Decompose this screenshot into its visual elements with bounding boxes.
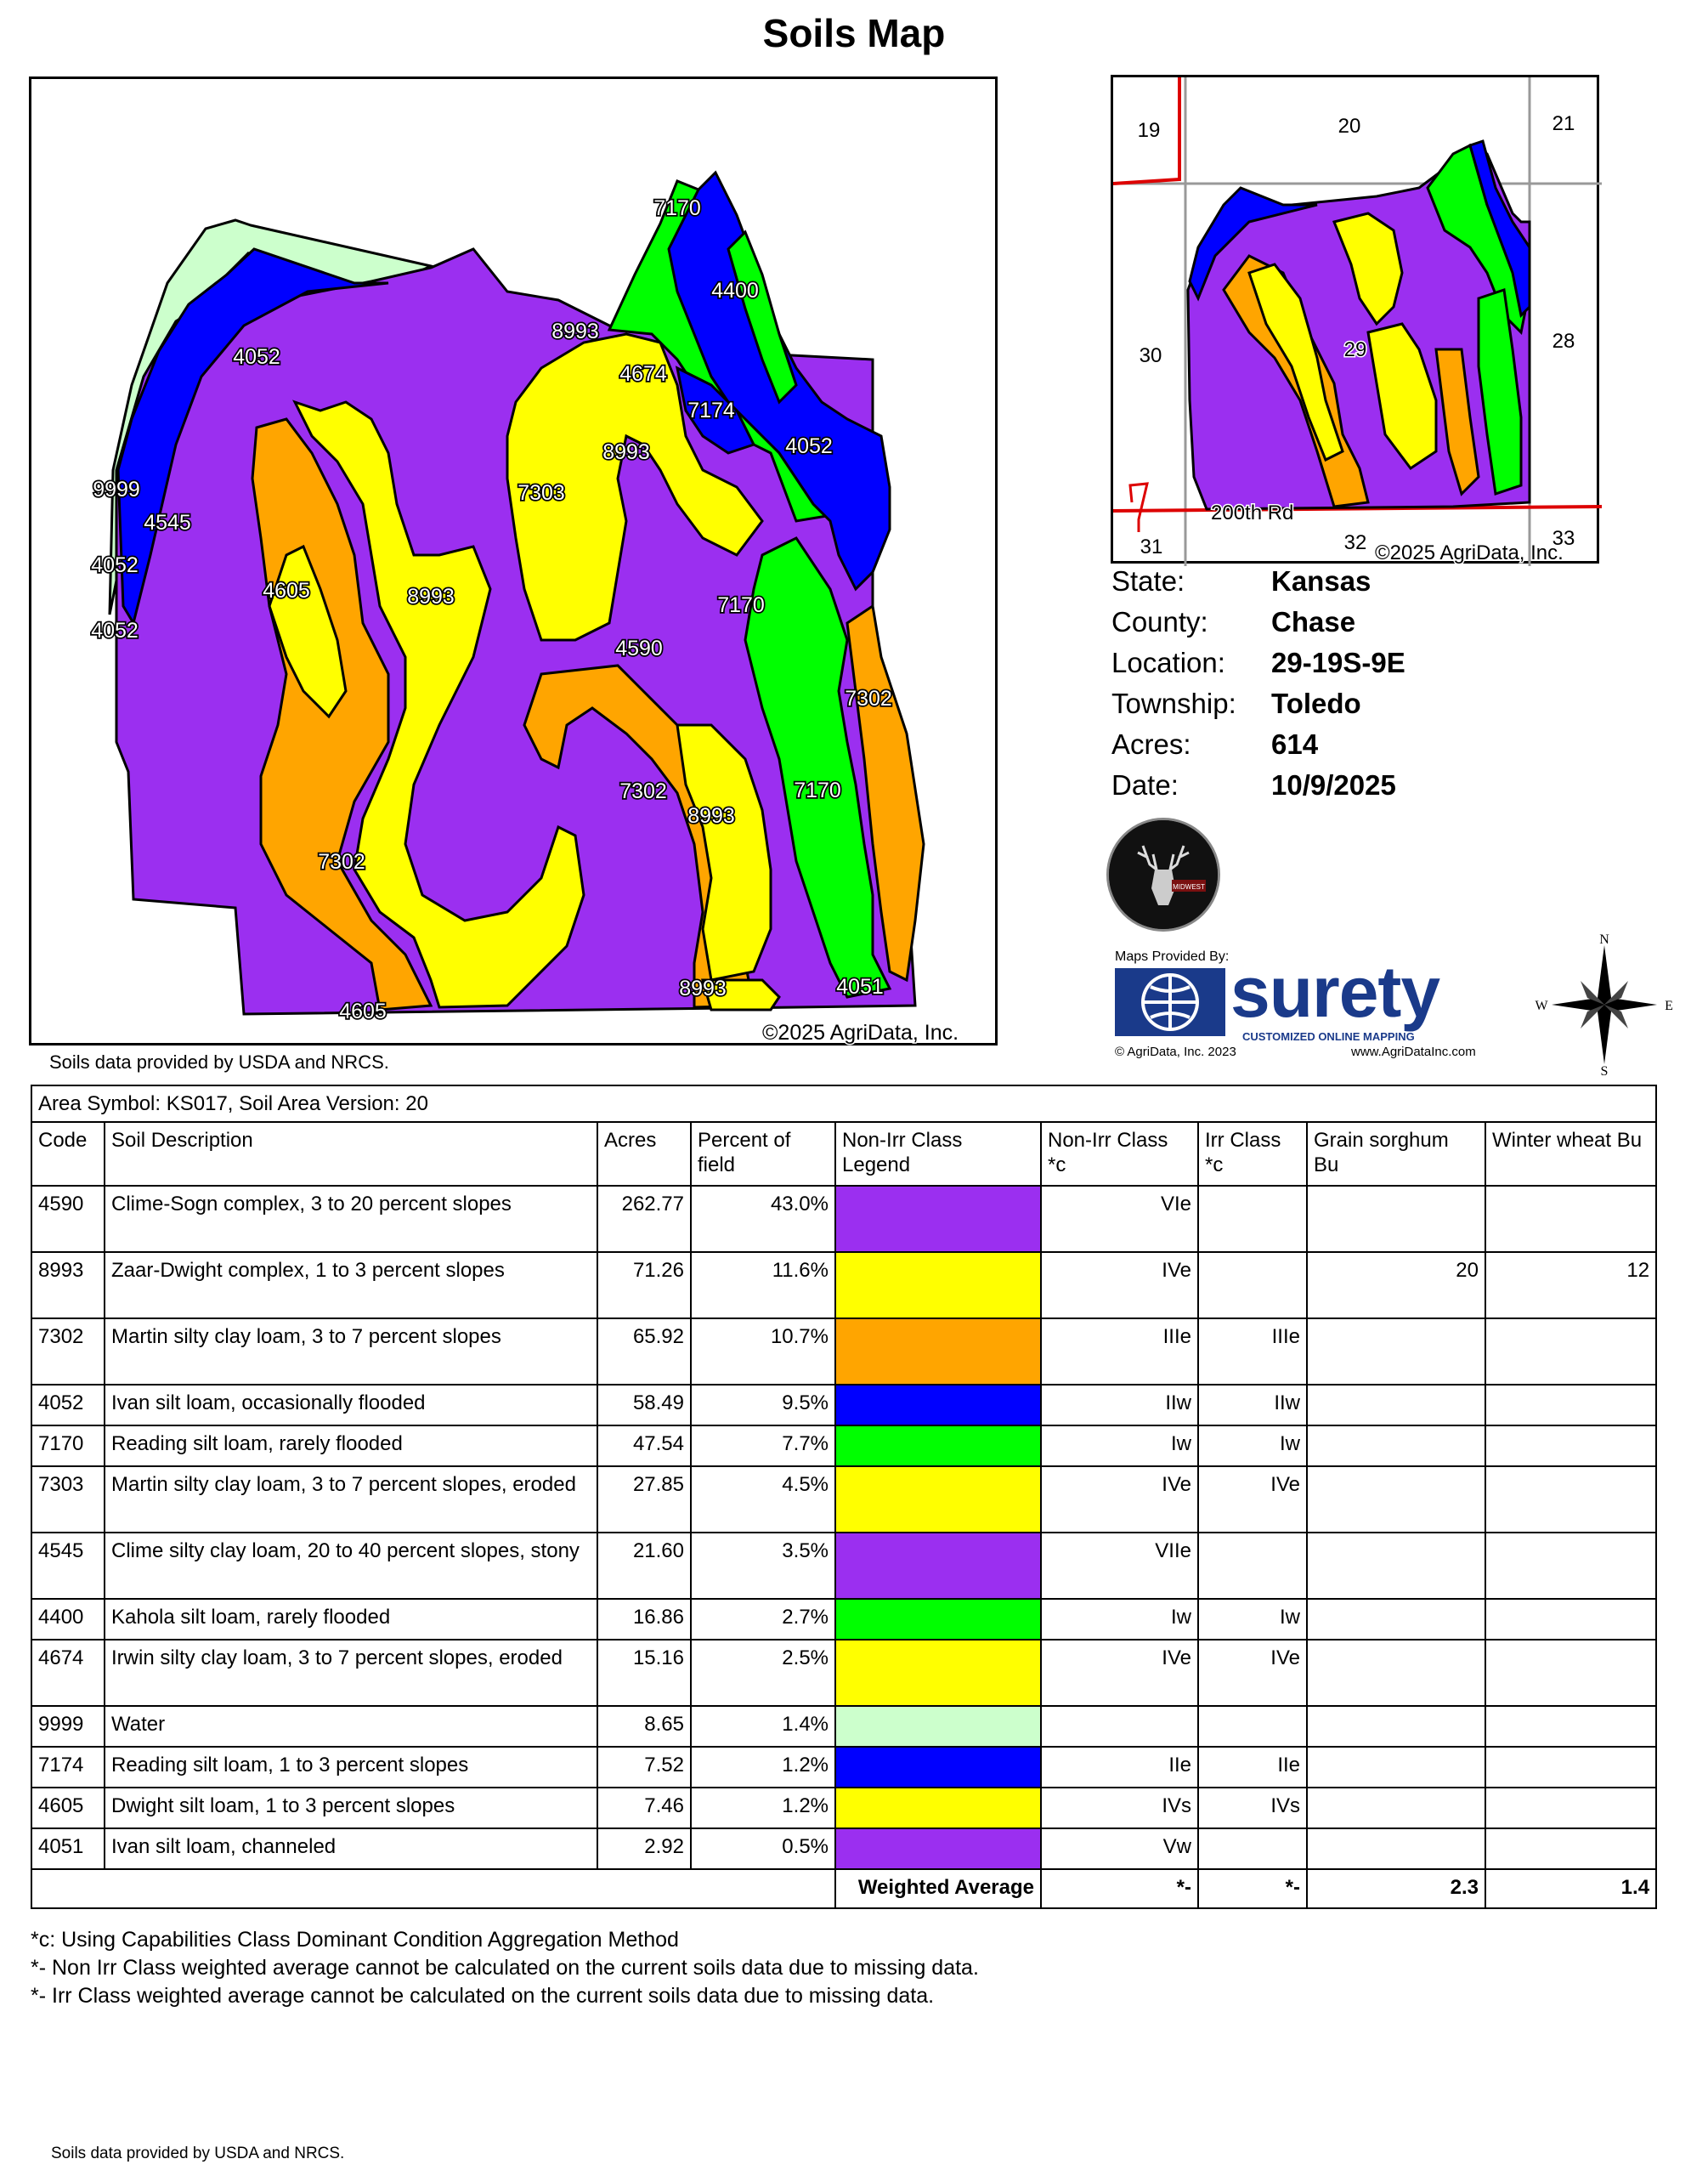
table-row bbox=[31, 1425, 1656, 1466]
irr-class-cell: Iw bbox=[1198, 1425, 1307, 1466]
weighted-nonirr: *- bbox=[1041, 1869, 1198, 1908]
acres-cell: 7.52 bbox=[597, 1747, 691, 1788]
irr-class-cell bbox=[1198, 1252, 1307, 1318]
irr-class-cell: IIIe bbox=[1198, 1318, 1307, 1385]
map-copyright: ©2025 AgriData, Inc. bbox=[762, 1021, 959, 1045]
description-cell: Reading silt loam, rarely flooded bbox=[105, 1425, 597, 1466]
surety-wordmark: surety bbox=[1230, 952, 1440, 1032]
column-header: Non-Irr Class *c bbox=[1041, 1122, 1198, 1186]
wheat-cell bbox=[1485, 1385, 1656, 1425]
footnotes bbox=[31, 1926, 979, 2010]
table-row bbox=[31, 1533, 1656, 1599]
wheat-cell bbox=[1485, 1788, 1656, 1828]
irr-class-cell: IIw bbox=[1198, 1385, 1307, 1425]
legend-swatch bbox=[835, 1828, 1041, 1869]
legend-swatch bbox=[835, 1466, 1041, 1533]
soil-label: 4052 bbox=[233, 345, 280, 369]
wheat-cell bbox=[1485, 1533, 1656, 1599]
nonirr-class-cell: IIw bbox=[1041, 1385, 1198, 1425]
wheat-cell bbox=[1485, 1828, 1656, 1869]
description-cell: Reading silt loam, 1 to 3 percent slopes bbox=[105, 1747, 597, 1788]
code-cell: 7302 bbox=[31, 1318, 105, 1385]
wheat-cell bbox=[1485, 1466, 1656, 1533]
code-cell: 8993 bbox=[31, 1252, 105, 1318]
percent-cell: 2.5% bbox=[691, 1640, 835, 1706]
footnote: *- Irr Class weighted average cannot be calculated on the current soils data due to missing data. bbox=[31, 1984, 935, 2008]
table-row bbox=[31, 1706, 1656, 1747]
code-cell: 7174 bbox=[31, 1747, 105, 1788]
percent-cell: 0.5% bbox=[691, 1828, 835, 1869]
wheat-cell bbox=[1485, 1640, 1656, 1706]
percent-cell: 1.2% bbox=[691, 1788, 835, 1828]
sorghum-cell bbox=[1307, 1385, 1485, 1425]
info-key: Date: bbox=[1111, 769, 1179, 801]
code-cell: 4605 bbox=[31, 1788, 105, 1828]
acres-cell: 21.60 bbox=[597, 1533, 691, 1599]
section-number: 29 bbox=[1343, 338, 1367, 361]
percent-cell: 9.5% bbox=[691, 1385, 835, 1425]
column-header: Irr Class *c bbox=[1198, 1122, 1307, 1186]
acres-cell: 65.92 bbox=[597, 1318, 691, 1385]
sorghum-cell bbox=[1307, 1828, 1485, 1869]
sorghum-cell bbox=[1307, 1186, 1485, 1252]
nonirr-class-cell: IVe bbox=[1041, 1466, 1198, 1533]
sorghum-cell bbox=[1307, 1788, 1485, 1828]
irr-class-cell bbox=[1198, 1828, 1307, 1869]
description-cell: Ivan silt loam, channeled bbox=[105, 1828, 597, 1869]
table-row bbox=[31, 1466, 1656, 1533]
maps-provided-by: Maps Provided By: bbox=[1115, 949, 1230, 964]
sorghum-cell bbox=[1307, 1706, 1485, 1747]
info-value: Kansas bbox=[1271, 565, 1371, 597]
soil-label: 4605 bbox=[339, 1000, 387, 1023]
nonirr-class-cell: IIe bbox=[1041, 1747, 1198, 1788]
percent-cell: 4.5% bbox=[691, 1466, 835, 1533]
soil-label: 7302 bbox=[845, 687, 892, 711]
wheat-cell bbox=[1485, 1425, 1656, 1466]
description-cell: Clime silty clay loam, 20 to 40 percent slopes, stony bbox=[105, 1533, 597, 1599]
weighted-sorghum: 2.3 bbox=[1307, 1869, 1485, 1908]
description-cell: Martin silty clay loam, 3 to 7 percent slopes bbox=[105, 1318, 597, 1385]
legend-swatch bbox=[835, 1252, 1041, 1318]
description-cell: Martin silty clay loam, 3 to 7 percent slopes, eroded bbox=[105, 1466, 597, 1533]
legend-swatch bbox=[835, 1385, 1041, 1425]
club-logo bbox=[1106, 818, 1220, 932]
nonirr-class-cell: Vw bbox=[1041, 1828, 1198, 1869]
nonirr-class-cell: IVs bbox=[1041, 1788, 1198, 1828]
nonirr-class-cell: IVe bbox=[1041, 1252, 1198, 1318]
soil-label: 4051 bbox=[836, 975, 884, 999]
info-row bbox=[1111, 606, 1621, 645]
legend-swatch bbox=[835, 1533, 1041, 1599]
legend-swatch bbox=[835, 1788, 1041, 1828]
info-value: Chase bbox=[1271, 606, 1356, 638]
footnote: *c: Using Capabilities Class Dominant Condition Aggregation Method bbox=[31, 1928, 679, 1952]
sorghum-cell bbox=[1307, 1425, 1485, 1466]
sorghum-cell bbox=[1307, 1466, 1485, 1533]
description-cell: Kahola silt loam, rarely flooded bbox=[105, 1599, 597, 1640]
percent-cell: 11.6% bbox=[691, 1252, 835, 1318]
info-value: 614 bbox=[1271, 728, 1319, 760]
percent-cell: 43.0% bbox=[691, 1186, 835, 1252]
legend-swatch bbox=[835, 1318, 1041, 1385]
surety-tagline: CUSTOMIZED ONLINE MAPPING bbox=[1242, 1030, 1415, 1043]
sorghum-cell bbox=[1307, 1599, 1485, 1640]
sorghum-cell bbox=[1307, 1318, 1485, 1385]
code-cell: 4674 bbox=[31, 1640, 105, 1706]
acres-cell: 27.85 bbox=[597, 1466, 691, 1533]
nonirr-class-cell: IVe bbox=[1041, 1640, 1198, 1706]
source-note-footer: Soils data provided by USDA and NRCS. bbox=[51, 2145, 345, 2162]
info-row bbox=[1111, 728, 1621, 768]
description-cell: Dwight silt loam, 1 to 3 percent slopes bbox=[105, 1788, 597, 1828]
area-symbol: Area Symbol: KS017, Soil Area Version: 20 bbox=[31, 1085, 1656, 1122]
wheat-cell: 12 bbox=[1485, 1252, 1656, 1318]
code-cell: 4400 bbox=[31, 1599, 105, 1640]
info-key: State: bbox=[1111, 565, 1185, 597]
info-value: 10/9/2025 bbox=[1271, 769, 1396, 801]
agridata-credit: © AgriData, Inc. 2023 bbox=[1115, 1045, 1236, 1059]
acres-cell: 47.54 bbox=[597, 1425, 691, 1466]
deer-icon bbox=[1109, 820, 1218, 929]
code-cell: 4052 bbox=[31, 1385, 105, 1425]
legend-swatch bbox=[835, 1706, 1041, 1747]
info-value: 29-19S-9E bbox=[1271, 647, 1405, 678]
column-header: Winter wheat Bu bbox=[1485, 1122, 1656, 1186]
section-number: 32 bbox=[1343, 531, 1367, 554]
nonirr-class-cell: Iw bbox=[1041, 1599, 1198, 1640]
irr-class-cell: Iw bbox=[1198, 1599, 1307, 1640]
description-cell: Water bbox=[105, 1706, 597, 1747]
percent-cell: 7.7% bbox=[691, 1425, 835, 1466]
irr-class-cell: IVs bbox=[1198, 1788, 1307, 1828]
irr-class-cell bbox=[1198, 1706, 1307, 1747]
agridata-website: www.AgriDataInc.com bbox=[1351, 1045, 1476, 1059]
column-header: Acres bbox=[597, 1122, 691, 1186]
info-key: Township: bbox=[1111, 688, 1236, 719]
code-cell: 9999 bbox=[31, 1706, 105, 1747]
soil-label: 8993 bbox=[679, 977, 727, 1000]
weighted-label: Weighted Average bbox=[835, 1869, 1041, 1908]
locator-map-canvas bbox=[1113, 77, 1602, 566]
code-cell: 7170 bbox=[31, 1425, 105, 1466]
column-header: Code bbox=[31, 1122, 105, 1186]
soil-label: 4674 bbox=[619, 362, 667, 386]
description-cell: Zaar-Dwight complex, 1 to 3 percent slopes bbox=[105, 1252, 597, 1318]
compass-rose-icon bbox=[1535, 932, 1673, 1079]
soil-label: 7170 bbox=[653, 196, 701, 220]
soil-label: 7170 bbox=[717, 593, 765, 617]
section-number: 31 bbox=[1140, 536, 1163, 558]
percent-cell: 3.5% bbox=[691, 1533, 835, 1599]
wheat-cell bbox=[1485, 1747, 1656, 1788]
description-cell: Ivan silt loam, occasionally flooded bbox=[105, 1385, 597, 1425]
soil-label: 7170 bbox=[794, 779, 841, 802]
table-row bbox=[31, 1788, 1656, 1828]
info-value: Toledo bbox=[1271, 688, 1361, 719]
soil-label: 9999 bbox=[93, 478, 140, 502]
nonirr-class-cell: VIIe bbox=[1041, 1533, 1198, 1599]
acres-cell: 71.26 bbox=[597, 1252, 691, 1318]
wheat-cell bbox=[1485, 1706, 1656, 1747]
table-row bbox=[31, 1252, 1656, 1318]
nonirr-class-cell bbox=[1041, 1706, 1198, 1747]
club-logo-text: MIDWEST bbox=[1173, 883, 1205, 891]
wheat-cell bbox=[1485, 1599, 1656, 1640]
surety-logo bbox=[1115, 949, 1514, 1068]
compass-n: N bbox=[1599, 932, 1609, 947]
section-number: 21 bbox=[1552, 112, 1575, 135]
table-row bbox=[31, 1747, 1656, 1788]
irr-class-cell bbox=[1198, 1186, 1307, 1252]
percent-cell: 1.2% bbox=[691, 1747, 835, 1788]
percent-cell: 10.7% bbox=[691, 1318, 835, 1385]
soil-label: 4400 bbox=[711, 279, 759, 303]
footnote: *- Non Irr Class weighted average cannot be calculated on the current soils data due to missing data. bbox=[31, 1956, 979, 1980]
source-note: Soils data provided by USDA and NRCS. bbox=[49, 1051, 389, 1073]
nonirr-class-cell: VIe bbox=[1041, 1186, 1198, 1252]
table-header bbox=[31, 1122, 1656, 1186]
legend-swatch bbox=[835, 1425, 1041, 1466]
legend-swatch bbox=[835, 1599, 1041, 1640]
weighted-wheat: 1.4 bbox=[1485, 1869, 1656, 1908]
acres-cell: 58.49 bbox=[597, 1385, 691, 1425]
compass-w: W bbox=[1535, 999, 1548, 1013]
info-key: Acres: bbox=[1111, 728, 1191, 760]
irr-class-cell: IVe bbox=[1198, 1466, 1307, 1533]
sorghum-cell bbox=[1307, 1640, 1485, 1706]
table-row bbox=[31, 1599, 1656, 1640]
soil-label: 4545 bbox=[144, 511, 191, 535]
acres-cell: 8.65 bbox=[597, 1706, 691, 1747]
soil-label: 8993 bbox=[551, 320, 599, 343]
soil-label: 8993 bbox=[687, 804, 735, 828]
irr-class-cell: IIe bbox=[1198, 1747, 1307, 1788]
soil-label: 7174 bbox=[687, 399, 735, 422]
soils-map-canvas bbox=[31, 79, 1000, 1048]
soil-label: 7303 bbox=[517, 481, 565, 505]
weighted-average-row bbox=[31, 1869, 1656, 1908]
locator-copyright: ©2025 AgriData, Inc. bbox=[1375, 541, 1564, 564]
irr-class-cell: IVe bbox=[1198, 1640, 1307, 1706]
page-title: Soils Map bbox=[762, 11, 946, 55]
acres-cell: 7.46 bbox=[597, 1788, 691, 1828]
info-row bbox=[1111, 688, 1621, 727]
road-label: 200th Rd bbox=[1211, 502, 1294, 524]
info-key: Location: bbox=[1111, 647, 1225, 678]
legend-swatch bbox=[835, 1747, 1041, 1788]
section-number: 33 bbox=[1552, 527, 1575, 550]
column-header: Non-Irr Class Legend bbox=[835, 1122, 1041, 1186]
column-header: Soil Description bbox=[105, 1122, 597, 1186]
code-cell: 7303 bbox=[31, 1466, 105, 1533]
column-header: Grain sorghum Bu bbox=[1307, 1122, 1485, 1186]
section-number: 30 bbox=[1139, 344, 1162, 367]
percent-cell: 1.4% bbox=[691, 1706, 835, 1747]
soil-label: 7302 bbox=[318, 850, 365, 874]
irr-class-cell bbox=[1198, 1533, 1307, 1599]
table-row bbox=[31, 1640, 1656, 1706]
compass-e: E bbox=[1665, 999, 1673, 1013]
description-cell: Clime-Sogn complex, 3 to 20 percent slopes bbox=[105, 1186, 597, 1252]
wheat-cell bbox=[1485, 1318, 1656, 1385]
soils-table bbox=[31, 1085, 1657, 1909]
section-number: 28 bbox=[1552, 330, 1575, 353]
acres-cell: 16.86 bbox=[597, 1599, 691, 1640]
soil-label: 8993 bbox=[407, 585, 455, 609]
soil-label: 4052 bbox=[91, 619, 139, 643]
sorghum-cell bbox=[1307, 1533, 1485, 1599]
legend-swatch bbox=[835, 1186, 1041, 1252]
section-number: 19 bbox=[1137, 119, 1161, 142]
table-row bbox=[31, 1186, 1656, 1252]
globe-icon bbox=[1115, 968, 1225, 1036]
soil-label: 4052 bbox=[91, 553, 139, 577]
info-row bbox=[1111, 647, 1621, 686]
nonirr-class-cell: IIIe bbox=[1041, 1318, 1198, 1385]
code-cell: 4590 bbox=[31, 1186, 105, 1252]
code-cell: 4545 bbox=[31, 1533, 105, 1599]
soils-map[interactable] bbox=[29, 76, 998, 1046]
sorghum-cell: 20 bbox=[1307, 1252, 1485, 1318]
percent-cell: 2.7% bbox=[691, 1599, 835, 1640]
wheat-cell bbox=[1485, 1186, 1656, 1252]
acres-cell: 262.77 bbox=[597, 1186, 691, 1252]
weighted-irr: *- bbox=[1198, 1869, 1307, 1908]
soil-label: 4052 bbox=[785, 434, 833, 458]
table-row bbox=[31, 1385, 1656, 1425]
acres-cell: 2.92 bbox=[597, 1828, 691, 1869]
info-key: County: bbox=[1111, 606, 1208, 638]
info-row bbox=[1111, 565, 1621, 604]
column-header: Percent of field bbox=[691, 1122, 835, 1186]
section-number: 20 bbox=[1338, 115, 1361, 138]
code-cell: 4051 bbox=[31, 1828, 105, 1869]
sorghum-cell bbox=[1307, 1747, 1485, 1788]
table-row bbox=[31, 1318, 1656, 1385]
acres-cell: 15.16 bbox=[597, 1640, 691, 1706]
soil-label: 4590 bbox=[615, 637, 663, 660]
legend-swatch bbox=[835, 1640, 1041, 1706]
table-row bbox=[31, 1828, 1656, 1869]
info-row bbox=[1111, 769, 1621, 808]
locator-map[interactable] bbox=[1111, 75, 1599, 564]
compass-s: S bbox=[1600, 1064, 1609, 1079]
nonirr-class-cell: Iw bbox=[1041, 1425, 1198, 1466]
description-cell: Irwin silty clay loam, 3 to 7 percent slopes, eroded bbox=[105, 1640, 597, 1706]
soil-label: 4605 bbox=[263, 579, 310, 603]
soil-label: 8993 bbox=[602, 440, 650, 464]
soil-label: 7302 bbox=[619, 779, 667, 803]
